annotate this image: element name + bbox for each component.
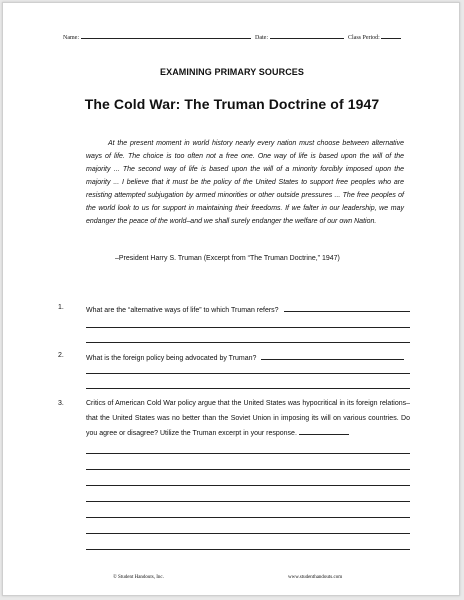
answer-line[interactable] [261, 352, 404, 360]
answer-line[interactable] [86, 549, 410, 550]
question-1-row [86, 304, 410, 315]
footer-copyright: © Student Handouts, Inc. [113, 575, 164, 580]
name-label: Name: [63, 35, 79, 41]
question-3-number: 3. [58, 400, 64, 407]
answer-line[interactable] [86, 327, 410, 328]
worksheet-subtitle: EXAMINING PRIMARY SOURCES [159, 67, 305, 77]
class-period-blank[interactable] [381, 32, 401, 39]
answer-line[interactable] [299, 427, 349, 435]
answer-line[interactable] [86, 533, 410, 534]
answer-line[interactable] [86, 485, 410, 486]
answer-line[interactable] [86, 453, 410, 454]
answer-line[interactable] [86, 342, 410, 343]
answer-line[interactable] [86, 373, 410, 374]
footer-website: www.studenthandouts.com [288, 575, 343, 580]
question-1-text: What are the “alternative ways of life” to which Truman refers? [86, 307, 279, 314]
name-blank[interactable] [81, 32, 251, 39]
worksheet-title: The Cold War: The Truman Doctrine of 1947 [84, 96, 380, 112]
answer-line[interactable] [86, 501, 410, 502]
question-2-text: What is the foreign policy being advocated by Truman? [86, 355, 257, 362]
answer-line[interactable] [86, 469, 410, 470]
class-period-label: Class Period: [348, 35, 380, 41]
answer-line[interactable] [86, 388, 410, 389]
worksheet-page [2, 2, 460, 596]
header-fields [63, 32, 413, 42]
date-label: Date: [255, 35, 268, 41]
question-2-row [86, 352, 404, 363]
primary-source-quote: At the present moment in world history nearly every nation must choose between alternative ways of life. The choice is too often not a free one. One way of life is based upon the will of the majority ... The second way of life is based upon the will of a minority forcibly imposed upon the majority ... I believe that it must be the policy of the United States to support free peoples who are resisting attempted subjugation by armed minorities or other outside pressures ... The free peoples of the world look to us for support in maintaining their freedoms. If we falter in our leadership, we may endanger the peace of the world–and we shall surely endanger the welfare of our own Nation. [86, 140, 404, 225]
quote-attribution: –President Harry S. Truman (Excerpt from “The Truman Doctrine,” 1947) [115, 255, 340, 262]
date-blank[interactable] [270, 32, 344, 39]
question-2-number: 2. [58, 352, 64, 359]
answer-line[interactable] [86, 517, 410, 518]
answer-line[interactable] [284, 304, 410, 312]
question-3-block [86, 396, 410, 441]
question-3-text: Critics of American Cold War policy argue that the United States was hypocritical in its foreign relations–that the United States was no better than the Soviet Union in imposing its will on various countries. Do you agree or disagree? Utilize the Truman excerpt in your response. [86, 400, 410, 437]
question-1-number: 1. [58, 304, 64, 311]
